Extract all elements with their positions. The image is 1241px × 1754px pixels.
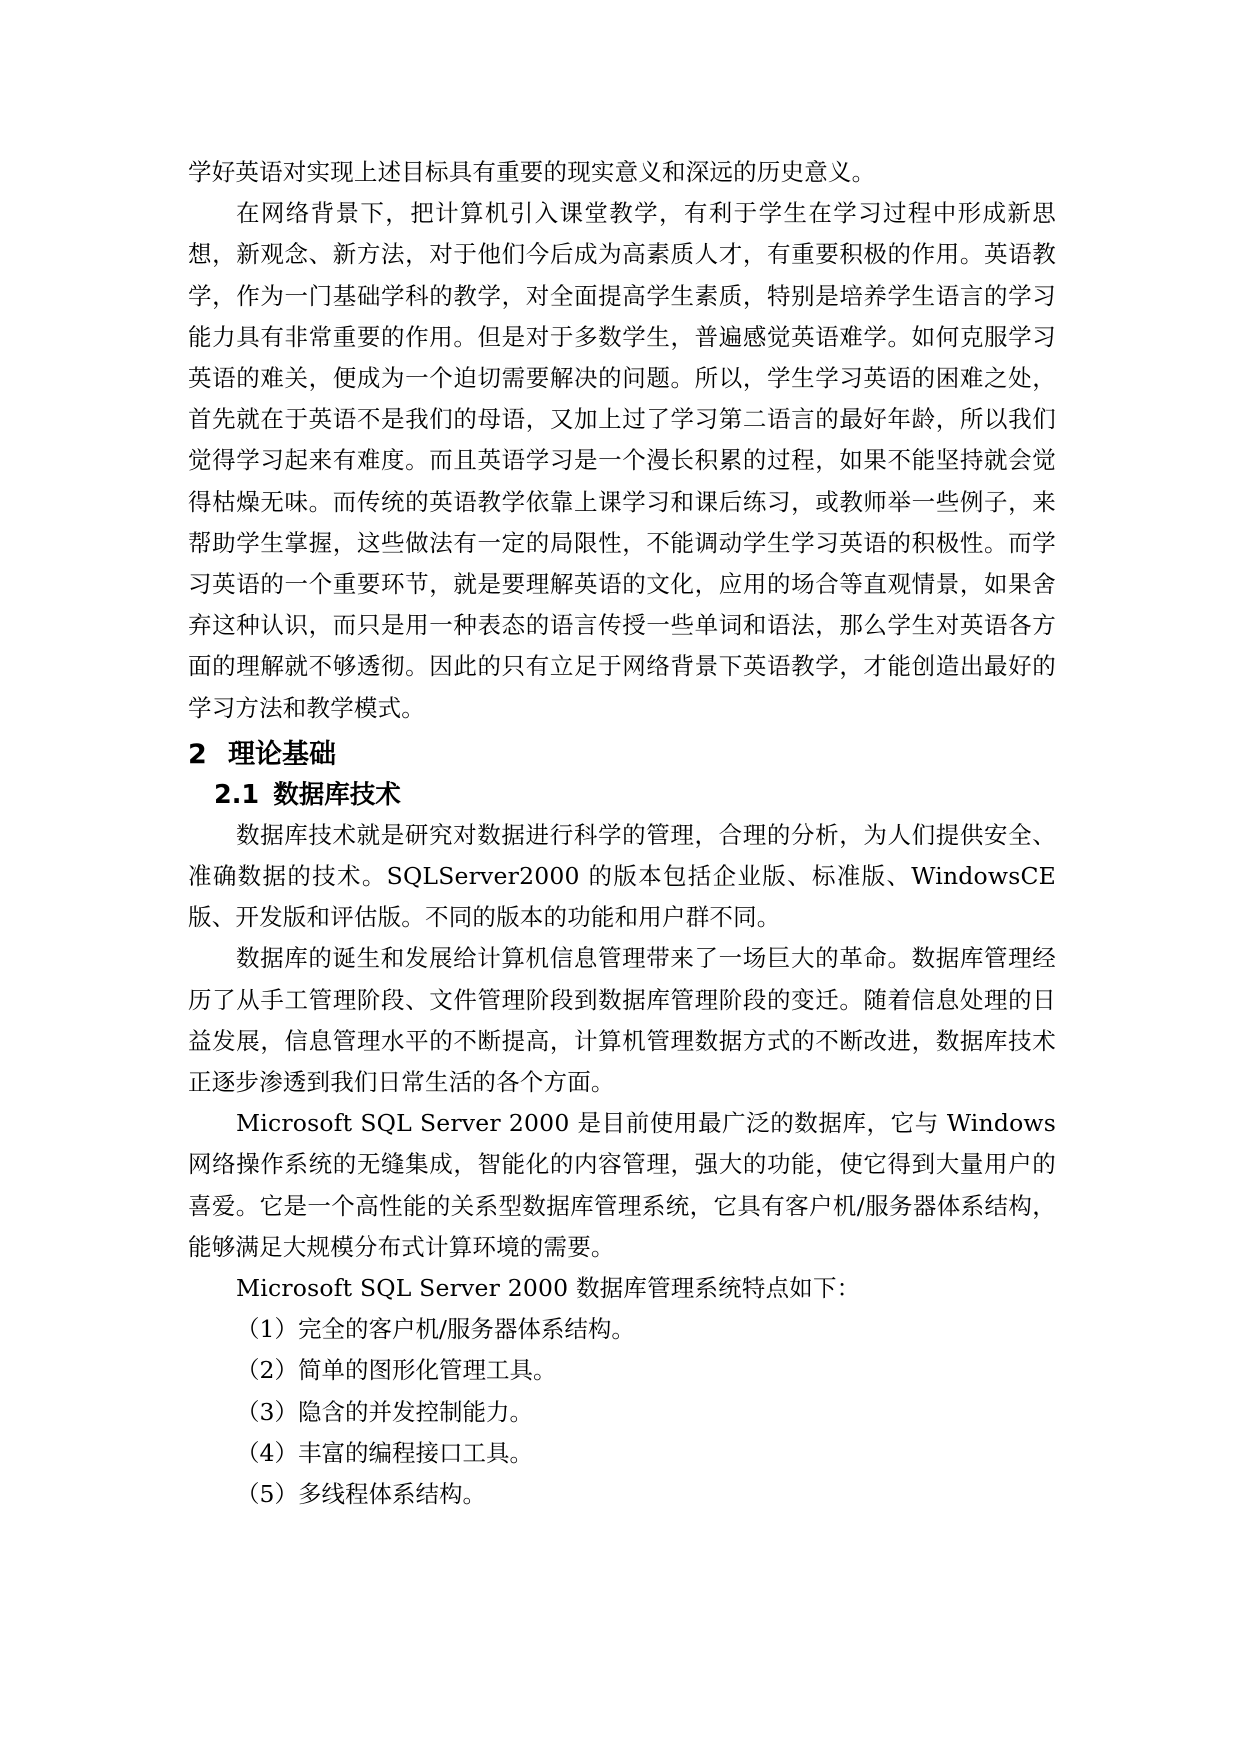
list-item: （1）完全的客户机/服务器体系结构。 bbox=[236, 1315, 635, 1344]
paragraph-network-background: 在网络背景下，把计算机引入课堂教学，有利于学生在学习过程中形成新思想，新观念、新方法，对于他们今后成为高素质人才，有重要积极的作用。英语教学，作为一门基础学科的教学，对全面提高学生素质，特别是培养学生语言的学习能力具有非常重要的作用。但是对于多数学生，普遍感觉英语难学。如何克服学习英语的难关，便成为一个迫切需要解决的问题。所以，学生学习英语的困难之处，首先就在于英语不是我们的母语，又加上过了学习第二语言的最好年龄，所以我们觉得学习起来有难度。而且英语学习是一个漫长积累的过程，如果不能坚持就会觉得枯燥无味。而传统的英语教学依靠上课学习和课后练习，或教师举一些例子，来帮助学生掌握，这些做法有一定的局限性，不能调动学生学习英语的积极性。而学习英语的一个重要环节，就是要理解英语的文化，应用的场合等直观情景，如果舍弃这种认识，而只是用一种表态的语言传授一些单词和语法，那么学生对英语各方面的理解就不够透彻。因此的只有立足于网络背景下英语教学，才能创造出最好的学习方法和教学模式。 bbox=[188, 199, 1056, 722]
paragraph-sql-server-intro: Microsoft SQL Server 2000 是目前使用最广泛的数据库，它与 Windows 网络操作系统的无缝集成，智能化的内容管理，强大的功能，使它得到大量用户的喜爱。它是一个高性能的关系型数据库管理系统，它具有客户机/服务器体系结构，能够满足大规模分布式计算环境的需要。 bbox=[188, 1109, 1056, 1261]
paragraph-database-history: 数据库的诞生和发展给计算机信息管理带来了一场巨大的革命。数据库管理经历了从手工管理阶段、文件管理阶段到数据库管理阶段的变迁。随着信息处理的日益发展，信息管理水平的不断提高，计算机管理数据方式的不断改进，数据库技术正逐步渗透到我们日常生活的各个方面。 bbox=[188, 944, 1056, 1097]
page-content bbox=[188, 152, 1056, 1515]
section-number: 2 bbox=[188, 738, 207, 770]
subsection-number: 2.1 bbox=[214, 779, 260, 810]
paragraph-continued: 学好英语对实现上述目标具有重要的现实意义和深远的历史意义。 bbox=[188, 158, 876, 186]
feature-list bbox=[188, 1309, 1056, 1515]
section-title: 理论基础 bbox=[228, 738, 336, 770]
list-item: （5）多线程体系结构。 bbox=[236, 1480, 486, 1509]
list-item: （4）丰富的编程接口工具。 bbox=[236, 1438, 533, 1467]
paragraph-database-tech: 数据库技术就是研究对数据进行科学的管理，合理的分析，为人们提供安全、准确数据的技术。SQLServer2000 的版本包括企业版、标准版、WindowsCE 版、开发版和评估版。不同的版本的功能和用户群不同。 bbox=[188, 820, 1056, 932]
section-heading bbox=[188, 735, 1056, 775]
list-item: （2）简单的图形化管理工具。 bbox=[236, 1356, 557, 1385]
paragraph-sql-server-features-intro: Microsoft SQL Server 2000 数据库管理系统特点如下： bbox=[236, 1274, 861, 1303]
list-item: （3）隐含的并发控制能力。 bbox=[236, 1397, 533, 1426]
subsection-heading bbox=[214, 775, 1056, 815]
subsection-title: 数据库技术 bbox=[273, 779, 401, 810]
